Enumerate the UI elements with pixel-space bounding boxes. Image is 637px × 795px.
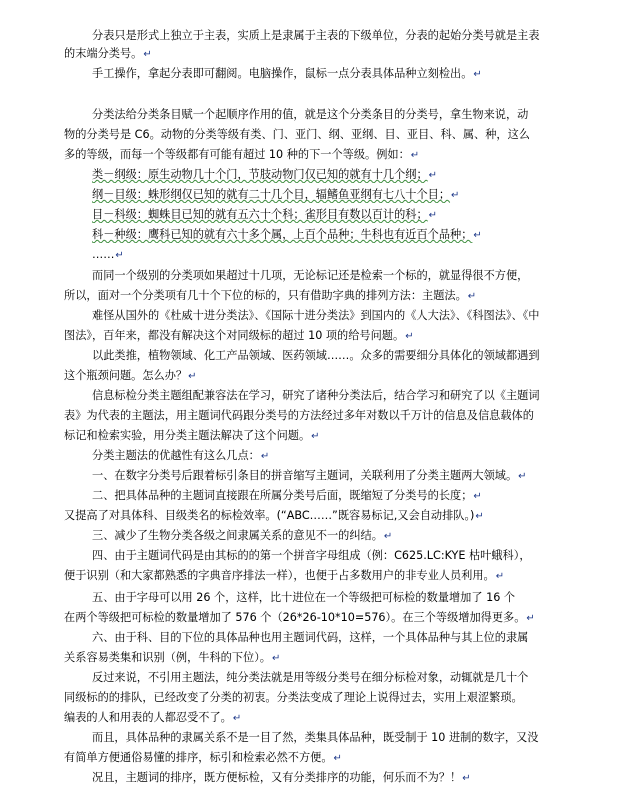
list-item: 类－纲级：原生动物几十个门，节肢动物门仅已知的就有十几个纲；↵ (92, 168, 438, 181)
paragraph-mark-icon: ↵ (428, 170, 438, 181)
paragraph-mark-icon: ↵ (271, 653, 281, 664)
list-item: 关系容易类集和识别（例，牛科的下位）。↵ (64, 651, 281, 664)
paragraph-line: 以此类推，植物领域、化工产品领域、医药领域……。众多的需要细分具体化的领域都遇到 (92, 349, 540, 362)
paragraph-line: 这个瓶颈问题。怎么办？↵ (64, 369, 197, 382)
list-item: 六、由于科、目的下位的具体品种也用主题词代码，这样，一个具体品种与其上位的隶属 (92, 631, 529, 644)
list-item: 科－种级：鹰科已知的就有六十多个属，上百个品种；牛科也有近百个品种；↵ (92, 228, 482, 241)
paragraph-line: 反过来说，不引用主题法，纯分类法就是用等级分类号在细分标检对象，动辄就是几十个 (92, 671, 529, 684)
paragraph-mark-icon: ↵ (495, 571, 505, 582)
list-item: 三、减少了生物分类各级之间隶属关系的意见不一的纠结。↵ (92, 529, 393, 542)
paragraph-mark-icon: ↵ (475, 511, 484, 522)
paragraph-mark-icon: ↵ (526, 613, 535, 624)
paragraph-mark-icon: ↵ (428, 210, 438, 221)
paragraph-line: 分类法给分类条目赋一个起顺序作用的值，就是这个分类条目的分类号，拿生物来说，动 (92, 108, 529, 121)
paragraph-mark-icon: ↵ (473, 230, 482, 241)
paragraph-line: 难怪从国外的《杜威十进分类法》、《国际十进分类法》到国内的《人大法》、《科图法》、《中 (92, 309, 540, 322)
paragraph-mark-icon: ↵ (405, 331, 414, 342)
paragraph-line: 编表的人和用表的人都忍受不了。↵ (64, 711, 242, 724)
paragraph-line: 分类主题法的优越性有这么几点：↵ (92, 449, 270, 462)
paragraph-line: 物的分类号是 C6。动物的分类等级有类、门、亚门、纲、亚纲、目、亚目、科、属、种，这么 (64, 128, 530, 141)
paragraph-line: 而且，具体品种的隶属关系不是一目了然，类集具体品种，既受制于 10 进制的数字，又没 (92, 731, 539, 744)
paragraph-line: 信息标检分类主题组配兼容法在学习，研究了诸种分类法后，结合学习和研究了以《主题词 (92, 389, 540, 402)
paragraph-line: 的末端分类号。↵ (64, 47, 152, 60)
paragraph-mark-icon: ↵ (232, 713, 242, 724)
list-item: 目－科级：蜘蛛目已知的就有五六十个科；雀形目有数以百计的科；↵ (92, 208, 438, 221)
paragraph-mark-icon: ↵ (143, 49, 152, 60)
paragraph-line: 况且，主题词的排序，既方便标检，又有分类排序的功能，何乐而不为？！↵ (92, 771, 471, 784)
ellipsis-line: ……↵ (92, 248, 124, 261)
paragraph-line: 而同一个级别的分类项如果超过十几项，无论标记还是检索一个标的，就显得很不方便， (92, 269, 529, 282)
list-item: 在两个等级把可标检的数量增加了 576 个（26*26-10*10=576）。在三个等级增加得更多。↵ (64, 611, 535, 624)
list-item: 便于识别（和大家都熟悉的字典音序排法一样），也便于占多数用户的非专业人员利用。↵ (64, 569, 505, 582)
paragraph-mark-icon: ↵ (311, 431, 320, 442)
list-item: 五、由于字母可以用 26 个，这样，比十进位在一个等级把可标检的数量增加了 16 个 (92, 591, 516, 604)
paragraph-mark-icon: ↵ (473, 69, 482, 80)
paragraph-mark-icon: ↵ (115, 250, 124, 261)
paragraph-mark-icon: ↵ (260, 451, 270, 462)
paragraph-mark-icon: ↵ (462, 773, 471, 784)
list-item: 二、把具体品种的主题词直接跟在所属分类号后面，既缩短了分类号的长度；↵ (92, 489, 482, 502)
paragraph-line: 图法》，百年来，都没有解决这个对同级标的超过 10 项的给号问题。↵ (64, 329, 414, 342)
paragraph-line: 手工操作，拿起分表即可翻阅。电脑操作，鼠标一点分表具体品种立刻检出。↵ (92, 67, 482, 80)
paragraph-line: 有简单方便通俗易懂的排序，标引和检索必然不方便。↵ (64, 751, 342, 764)
list-item: 四、由于主题词代码是由其标的的第一个拼音字母组成（例：C625.LC:KYE 枯叶蛾科）， (92, 549, 531, 562)
paragraph-line: 标记和检索实验，用分类主题法解决了这个问题。↵ (64, 429, 320, 442)
list-item: 纲－目级：蛛形纲仅已知的就有二十几个目，辐鳍鱼亚纲有七八十个目；↵ (92, 188, 460, 201)
paragraph-line: 同级标的的排队，已经改变了分类的初衷。分类法变成了理论上说得过去，实用上艰涩繁琐。 (64, 691, 523, 704)
paragraph-mark-icon: ↵ (451, 190, 460, 201)
paragraph-mark-icon: ↵ (188, 371, 197, 382)
paragraph-line: 表》为代表的主题法，用主题词代码跟分类号的方法经过多年对数以千万计的信息及信息载体的 (64, 409, 534, 422)
paragraph-line: 多的等级，而每一个等级都有可能有超过 10 种的下一个等级。例如：↵ (64, 148, 420, 161)
paragraph-mark-icon: ↵ (383, 531, 393, 542)
list-item: 又提高了对具体科、目级类名的标检效率。(“ABC……”既容易标记,又会自动排队。)↵ (64, 509, 484, 522)
paragraph-mark-icon: ↵ (518, 471, 527, 482)
paragraph-line: 分表只是形式上独立于主表，实质上是隶属于主表的下级单位，分表的起始分类号就是主表 (92, 29, 540, 42)
paragraph-mark-icon: ↵ (410, 150, 420, 161)
paragraph-mark-icon: ↵ (473, 491, 482, 502)
paragraph-line: 所以，面对一个分类项有几十个下位的标的，只有借助字典的排列方法：主题法。↵ (64, 289, 477, 302)
paragraph-mark-icon: ↵ (333, 753, 342, 764)
paragraph-mark-icon: ↵ (467, 291, 477, 302)
list-item: 一、在数字分类号后跟着标引条目的拼音缩写主题词，关联利用了分类主题两大领域。↵ (92, 469, 527, 482)
